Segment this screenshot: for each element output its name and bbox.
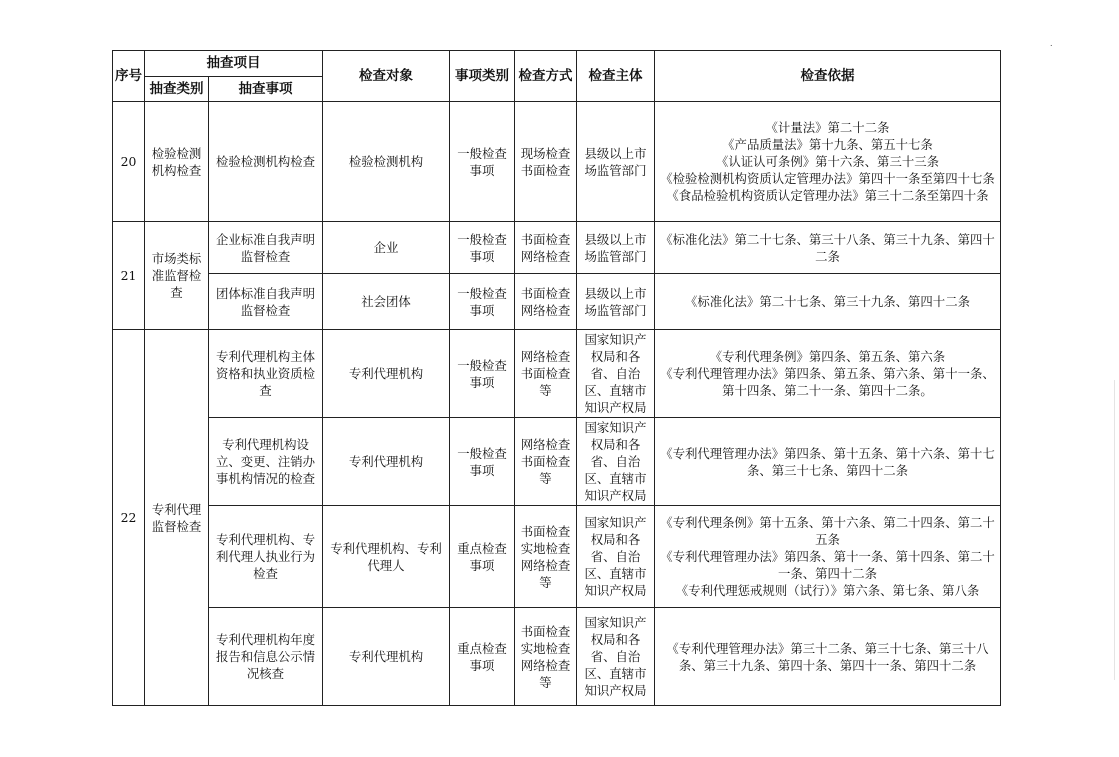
row-item: 专利代理机构设立、变更、注销办事机构情况的检查	[209, 418, 323, 506]
basis-line: 《产品质量法》第十九条、第五十七条	[722, 137, 933, 152]
header-seq: 序号	[113, 51, 145, 102]
table-row	[113, 418, 1001, 506]
table-row	[113, 274, 1001, 330]
row-type: 一般检查事项	[450, 222, 515, 274]
row-basis	[655, 330, 1001, 418]
row-seq: 21	[113, 222, 145, 330]
row-item: 专利代理机构主体资格和执业资质检查	[209, 330, 323, 418]
row-basis	[655, 222, 1001, 274]
row-subject: 县级以上市场监管部门	[577, 274, 655, 330]
row-subject: 县级以上市场监管部门	[577, 222, 655, 274]
row-subject: 国家知识产权局和各省、自治区、直辖市知识产权局	[577, 506, 655, 608]
row-type: 一般检查事项	[450, 102, 515, 222]
row-subject: 国家知识产权局和各省、自治区、直辖市知识产权局	[577, 608, 655, 706]
header-basis: 检查依据	[655, 51, 1001, 102]
row-category: 市场类标准监督检查	[145, 222, 209, 330]
row-target: 专利代理机构	[323, 608, 450, 706]
basis-line: 《专利代理管理办法》第四条、第十五条、第十六条、第十七条、第三十七条、第四十二条	[660, 445, 995, 478]
table-row	[113, 506, 1001, 608]
row-seq: 20	[113, 102, 145, 222]
row-target: 专利代理机构、专利代理人	[323, 506, 450, 608]
header-spot-check-category: 抽查类别	[145, 76, 209, 102]
header-spot-check-item: 抽查事项	[209, 76, 323, 102]
basis-line: 《专利代理条例》第十五条、第十六条、第二十四条、第二十五条	[660, 515, 995, 547]
table-header	[113, 51, 1001, 102]
row-target: 专利代理机构	[323, 418, 450, 506]
row-subject: 国家知识产权局和各省、自治区、直辖市知识产权局	[577, 418, 655, 506]
row-basis	[655, 608, 1001, 706]
row-category: 检验检测机构检查	[145, 102, 209, 222]
header-item-type: 事项类别	[450, 51, 515, 102]
row-type: 一般检查事项	[450, 274, 515, 330]
row-item: 团体标准自我声明监督检查	[209, 274, 323, 330]
basis-line: 《检验检测机构资质认定管理办法》第四十一条至第四十七条	[660, 171, 995, 186]
basis-line: 《专利代理惩戒规则（试行）》第六条、第七条、第八条	[675, 583, 980, 598]
table-body	[113, 102, 1001, 706]
row-basis	[655, 506, 1001, 608]
row-basis	[655, 102, 1001, 222]
row-type: 一般检查事项	[450, 330, 515, 418]
row-target: 社会团体	[323, 274, 450, 330]
row-basis	[655, 418, 1001, 506]
row-method: 书面检查实地检查网络检查等	[515, 608, 577, 706]
row-seq: 22	[113, 330, 145, 706]
scan-edge-line	[1114, 380, 1115, 680]
row-method: 书面检查网络检查	[515, 222, 577, 274]
row-type: 重点检查事项	[450, 506, 515, 608]
row-method: 书面检查实地检查网络检查等	[515, 506, 577, 608]
basis-line: 《专利代理条例》第四条、第五条、第六条	[709, 349, 946, 364]
basis-line: 《食品检验机构资质认定管理办法》第三十二条至第四十条	[666, 188, 989, 203]
row-type: 重点检查事项	[450, 608, 515, 706]
basis-line: 《认证认可条例》第十六条、第三十三条	[715, 154, 940, 169]
row-method: 网络检查书面检查等	[515, 418, 577, 506]
inspection-table	[112, 50, 1001, 706]
row-method: 现场检查书面检查	[515, 102, 577, 222]
row-item: 专利代理机构年度报告和信息公示情况核查	[209, 608, 323, 706]
row-category: 专利代理监督检查	[145, 330, 209, 706]
basis-line: 《标准化法》第二十七条、第三十八条、第三十九条、第四十二条	[660, 231, 995, 264]
basis-line: 《专利代理管理办法》第四条、第五条、第六条、第十一条、第十四条、第二十一条、第四十二条。	[660, 366, 995, 398]
row-target: 检验检测机构	[323, 102, 450, 222]
row-basis	[655, 274, 1001, 330]
table-row	[113, 330, 1001, 418]
header-method: 检查方式	[515, 51, 577, 102]
scan-speck: ˙	[1049, 45, 1054, 55]
row-target: 专利代理机构	[323, 330, 450, 418]
row-item: 检验检测机构检查	[209, 102, 323, 222]
header-target: 检查对象	[323, 51, 450, 102]
table-row	[113, 102, 1001, 222]
basis-line: 《专利代理管理办法》第三十二条、第三十七条、第三十八条、第三十九条、第四十条、第四十一条、第四十二条	[666, 640, 989, 673]
table-row	[113, 608, 1001, 706]
row-item: 企业标准自我声明监督检查	[209, 222, 323, 274]
row-type: 一般检查事项	[450, 418, 515, 506]
row-subject: 国家知识产权局和各省、自治区、直辖市知识产权局	[577, 330, 655, 418]
row-method: 书面检查网络检查	[515, 274, 577, 330]
basis-line: 《计量法》第二十二条	[765, 120, 890, 135]
basis-line: 《专利代理管理办法》第四条、第十一条、第十四条、第二十一条、第四十二条	[660, 549, 995, 581]
row-method: 网络检查书面检查等	[515, 330, 577, 418]
row-item: 专利代理机构、专利代理人执业行为检查	[209, 506, 323, 608]
basis-line: 《标准化法》第二十七条、第三十九条、第四十二条	[685, 294, 970, 309]
table-row	[113, 222, 1001, 274]
header-subject: 检查主体	[577, 51, 655, 102]
row-target: 企业	[323, 222, 450, 274]
row-subject: 县级以上市场监管部门	[577, 102, 655, 222]
header-spot-check-project: 抽查项目	[145, 51, 323, 77]
document-page	[112, 50, 1000, 706]
